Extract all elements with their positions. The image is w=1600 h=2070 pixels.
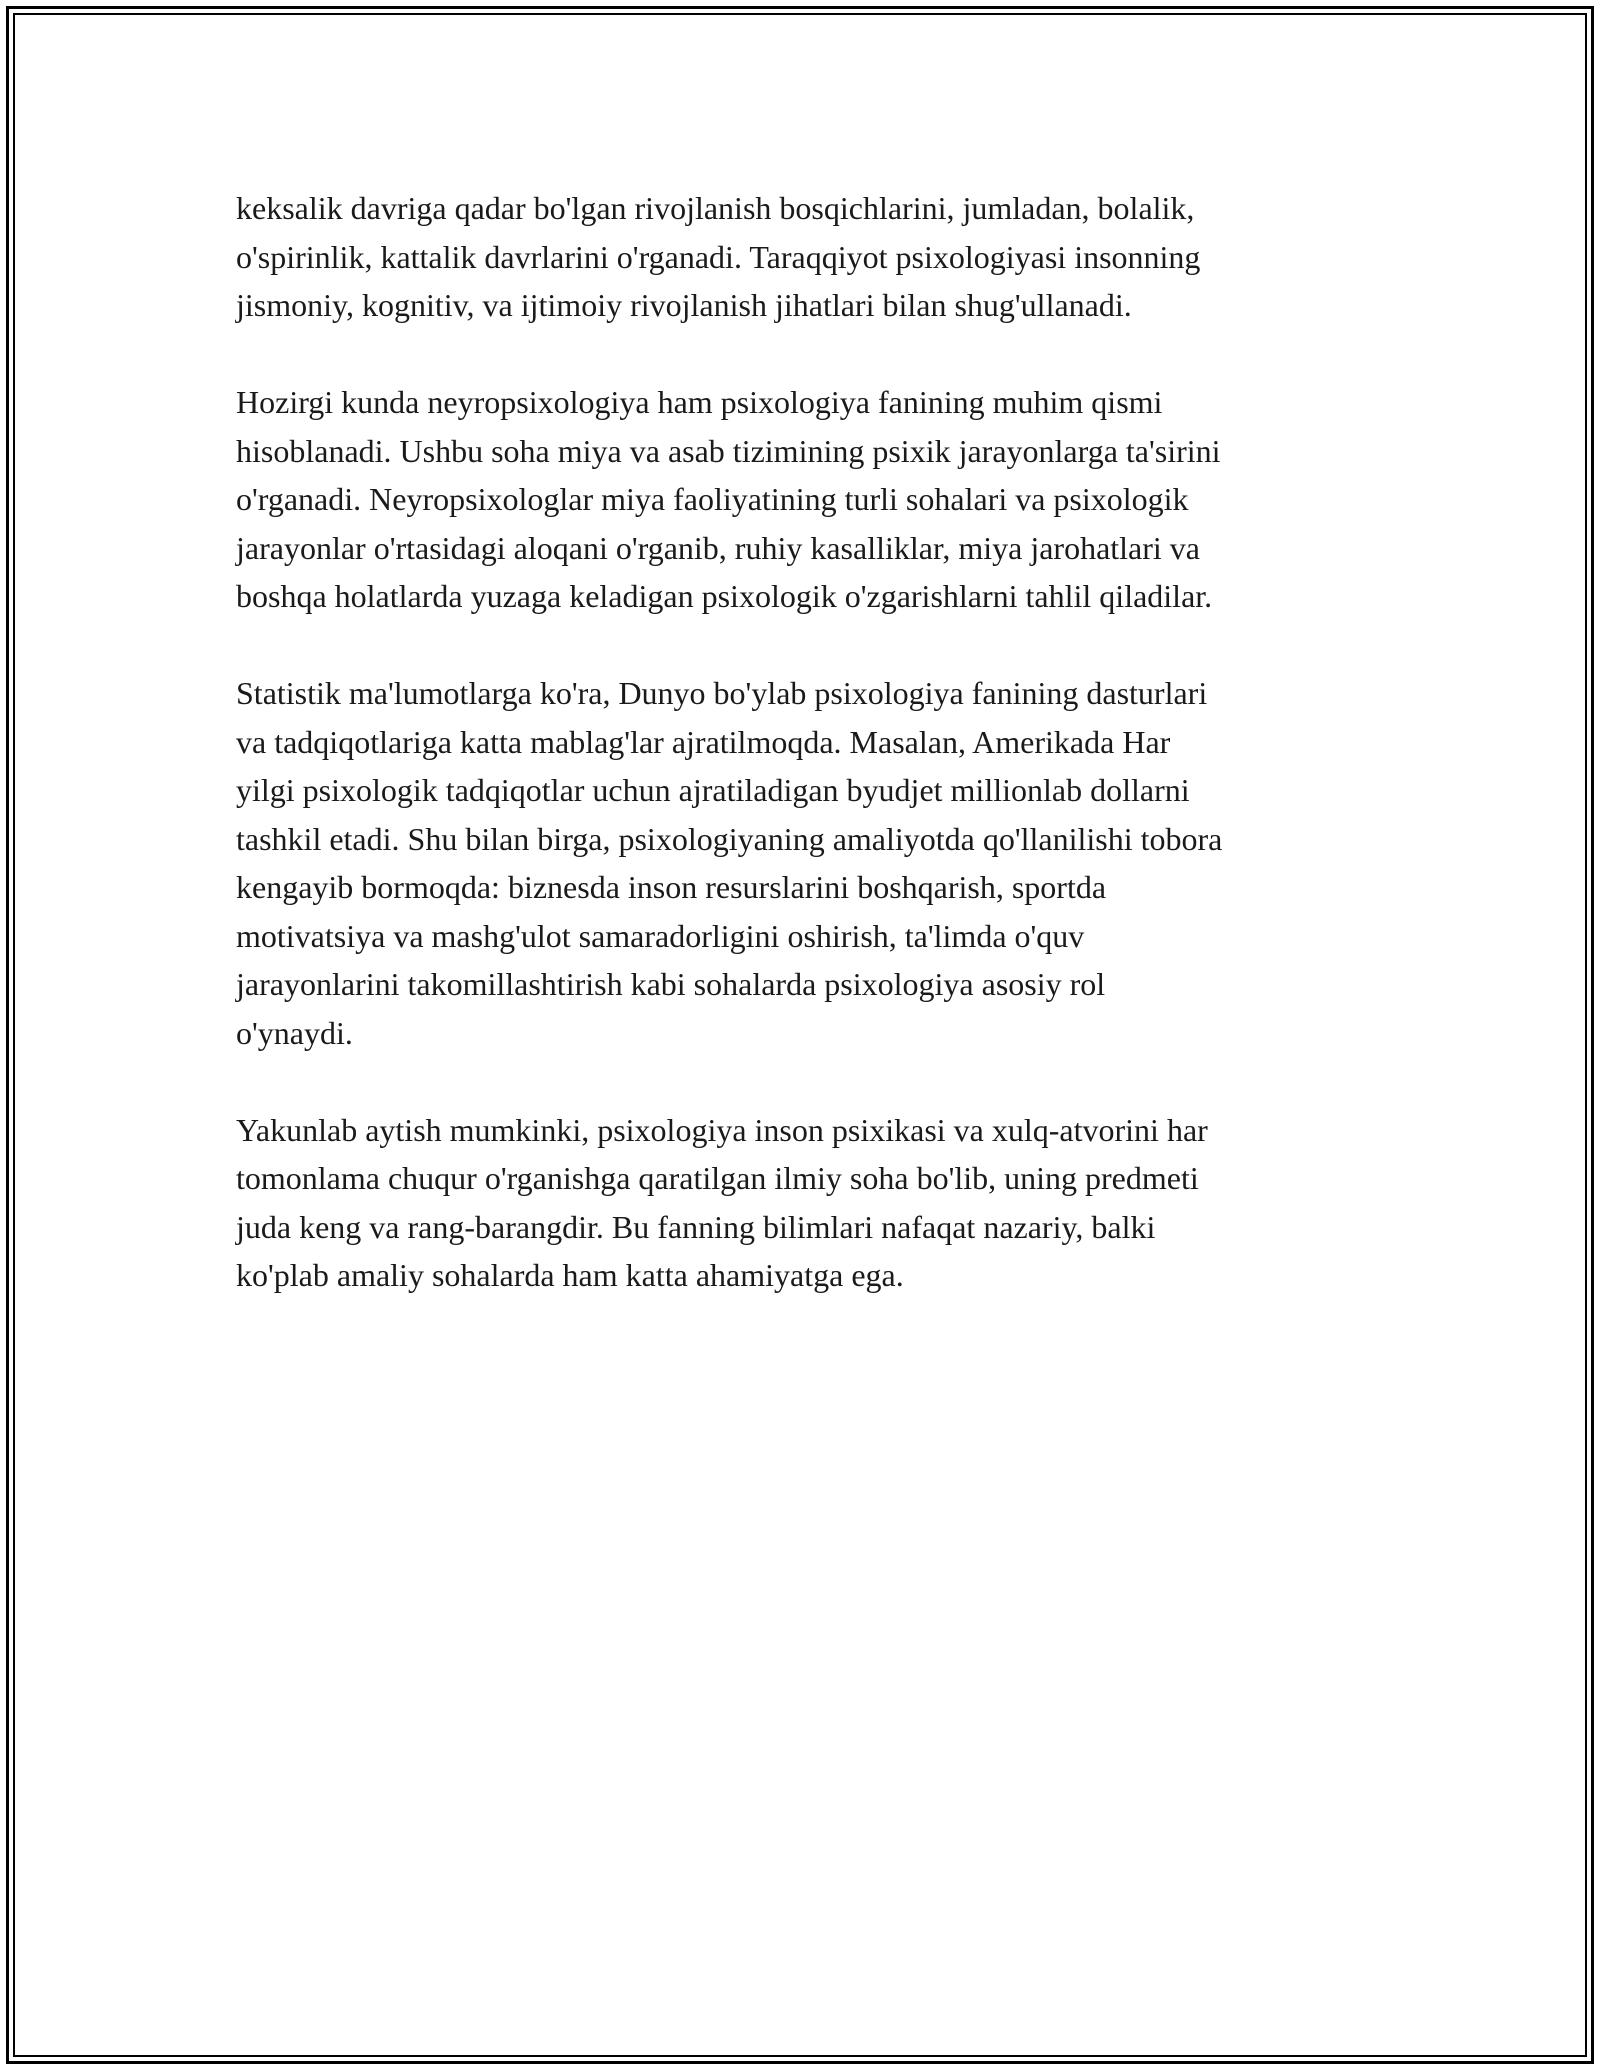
document-body bbox=[236, 184, 1416, 1348]
paragraph-conclusion: Yakunlab aytish mumkinki, psixologiya inson psixikasi va xulq-atvorini har tomonlama chuqur o'rganishga qaratilgan ilmiy soha bo'lib, uning predmeti juda keng va rang-barangdir. Bu fanning bilimlari nafaqat nazariy, balki ko'plab amaliy sohalarda ham katta ahamiyatga ega. bbox=[236, 1111, 1208, 1293]
paragraph-statistics: Statistik ma'lumotlarga ko'ra, Dunyo bo'ylab psixologiya fanining dasturlari va tadqiqotlariga katta mablag'lar ajratilmoqda. Masalan, Amerikada Har yilgi psixologik tadqiqotlar uchun ajratiladigan byudjet millionlab dollarni tashkil etadi. Shu bilan birga, psixologiyaning amaliyotda qo'llanilishi tobora kengayib bormoqda: biznesda inson resurslarini boshqarish, sportda motivatsiya va mashg'ulot samaradorligini oshirish, ta'limda o'quv jarayonlarini takomillashtirish kabi sohalarda psixologiya asosiy rol o'ynaydi. bbox=[236, 675, 1223, 1051]
paragraph-development-psychology: keksalik davriga qadar bo'lgan rivojlanish bosqichlarini, jumladan, bolalik, o'spirinlik, kattalik davrlarini o'rganadi. Taraqqiyot psixologiyasi insonning jismoniy, kognitiv, va ijtimoiy rivojlanish jihatlari bilan shug'ullanadi. bbox=[236, 190, 1201, 323]
paragraph-neuropsychology: Hozirgi kunda neyropsixologiya ham psixologiya fanining muhim qismi hisoblanadi. Ushbu soha miya va asab tizimining psixik jarayonlarga ta'sirini o'rganadi. Neyropsixologlar miya faoliyatining turli sohalari va psixologik jarayonlar o'rtasidagi aloqani o'rganib, ruhiy kasalliklar, miya jarohatlari va boshqa holatlarda yuzaga keladigan psixologik o'zgarishlarni tahlil qiladilar. bbox=[236, 384, 1221, 614]
